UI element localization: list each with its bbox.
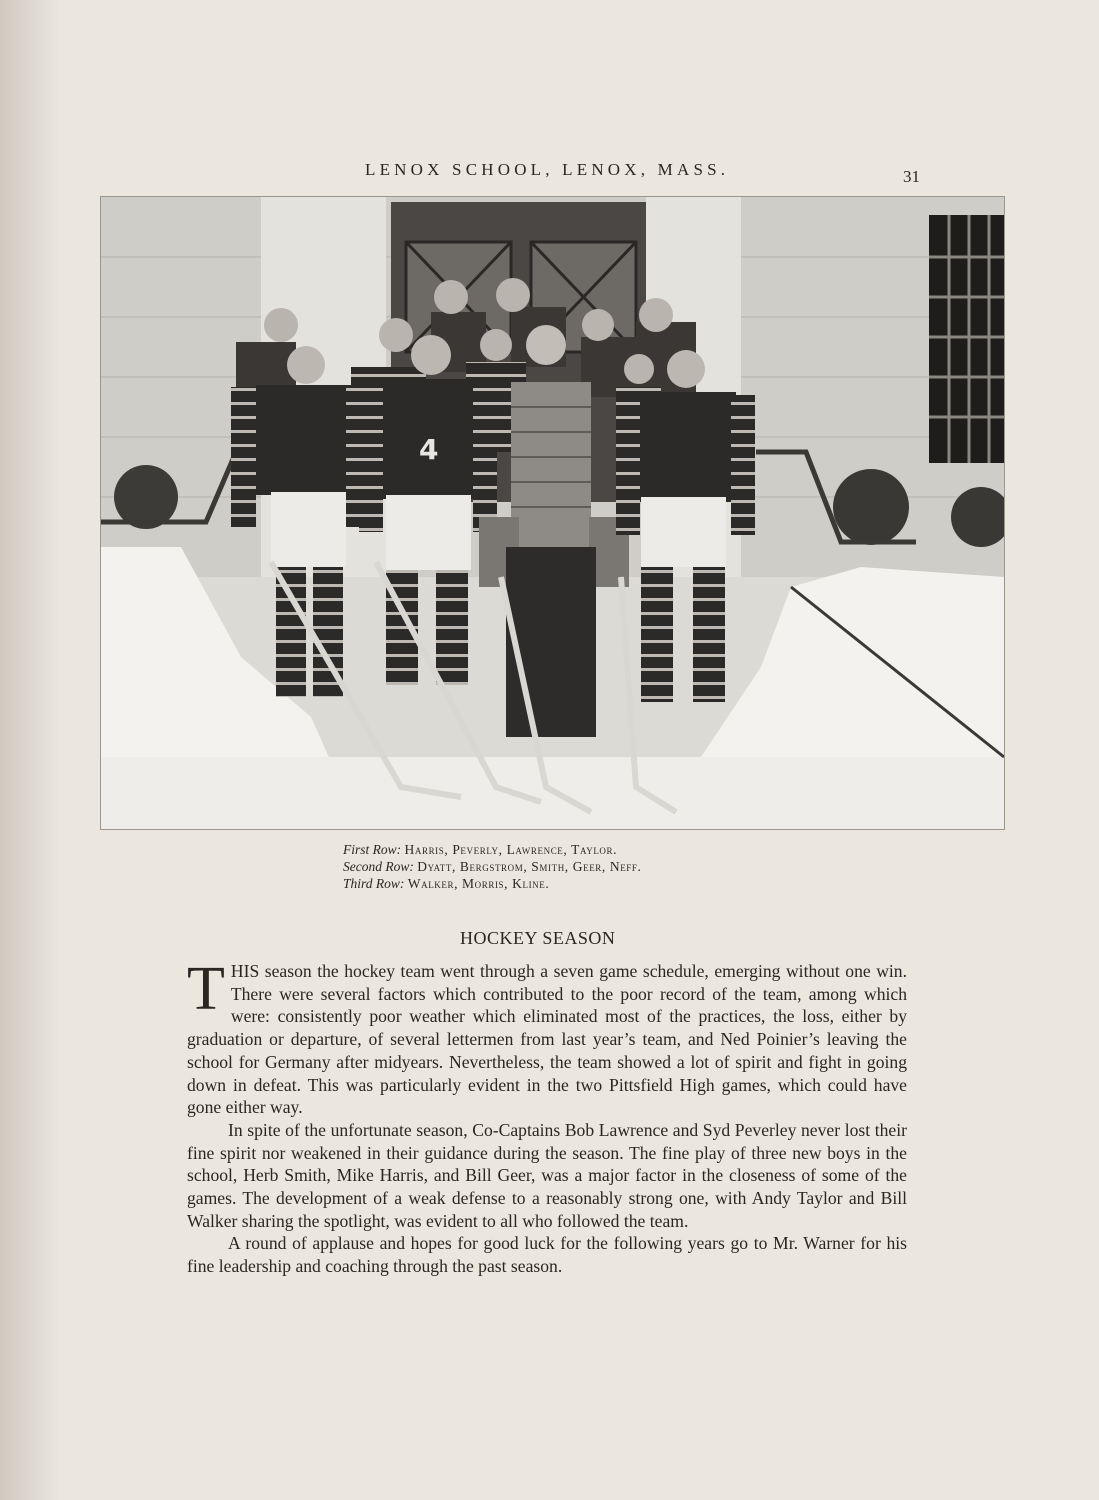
caption-row-third bbox=[343, 875, 641, 892]
drop-cap: T bbox=[187, 955, 225, 1023]
article-paragraph-2: In spite of the unfortunate season, Co-Captains Bob Lawrence and Syd Peverley never lost their fine spirit nor weakened in their guidance during the season. The fine play of three new boys in the school, Herb Smith, Mike Harris, and Bill Geer, was a major factor in the closeness of some of the games. The development of a weak defense to a reasonably strong one, with Andy Taylor and Bill Walker sharing the spotlight, was evident to all who followed the team. bbox=[187, 1119, 907, 1231]
caption-row-first bbox=[343, 841, 641, 858]
team-photo-illustration bbox=[101, 197, 1004, 829]
caption-row-names: Walker, Morris, Kline. bbox=[407, 876, 550, 891]
article-paragraph-1 bbox=[187, 955, 907, 1119]
article-title: HOCKEY SEASON bbox=[460, 928, 616, 948]
article-body bbox=[187, 955, 907, 1278]
caption-row-names: Dyatt, Bergstrom, Smith, Geer, Neff. bbox=[417, 859, 642, 874]
caption-row-label: First Row: bbox=[343, 842, 402, 857]
running-head: LENOX SCHOOL, LENOX, MASS. bbox=[365, 160, 730, 179]
caption-row-second bbox=[343, 858, 641, 875]
article-paragraph-3: A round of applause and hopes for good luck for the following years go to Mr. Warner for his fine leadership and coaching through the past season. bbox=[187, 1233, 907, 1277]
photo-caption bbox=[343, 841, 641, 892]
team-photo bbox=[100, 196, 1005, 830]
caption-row-names: Harris, Peverly, Lawrence, Taylor. bbox=[404, 842, 618, 857]
caption-row-label: Second Row: bbox=[343, 859, 414, 874]
page-gutter-shadow bbox=[0, 0, 60, 1500]
jersey-number: 4 bbox=[419, 433, 439, 466]
paragraph-text: HIS season the hockey team went through a seven game schedule, emerging without one win. There were several factors which contributed to the poor record of the team, among which were: consistently poor weather which eliminated most of the practices, the loss, either by graduation or departure, of several lettermen from last year’s team, and Ned Poinier’s leaving the school for Germany after midyears. Nevertheless, the team showed a lot of spirit and fight in going down in defeat. This was particularly evident in the two Pittsfield High games, which could have gone either way. bbox=[187, 961, 907, 1118]
caption-row-label: Third Row: bbox=[343, 876, 405, 891]
page-number: 31 bbox=[903, 167, 920, 186]
